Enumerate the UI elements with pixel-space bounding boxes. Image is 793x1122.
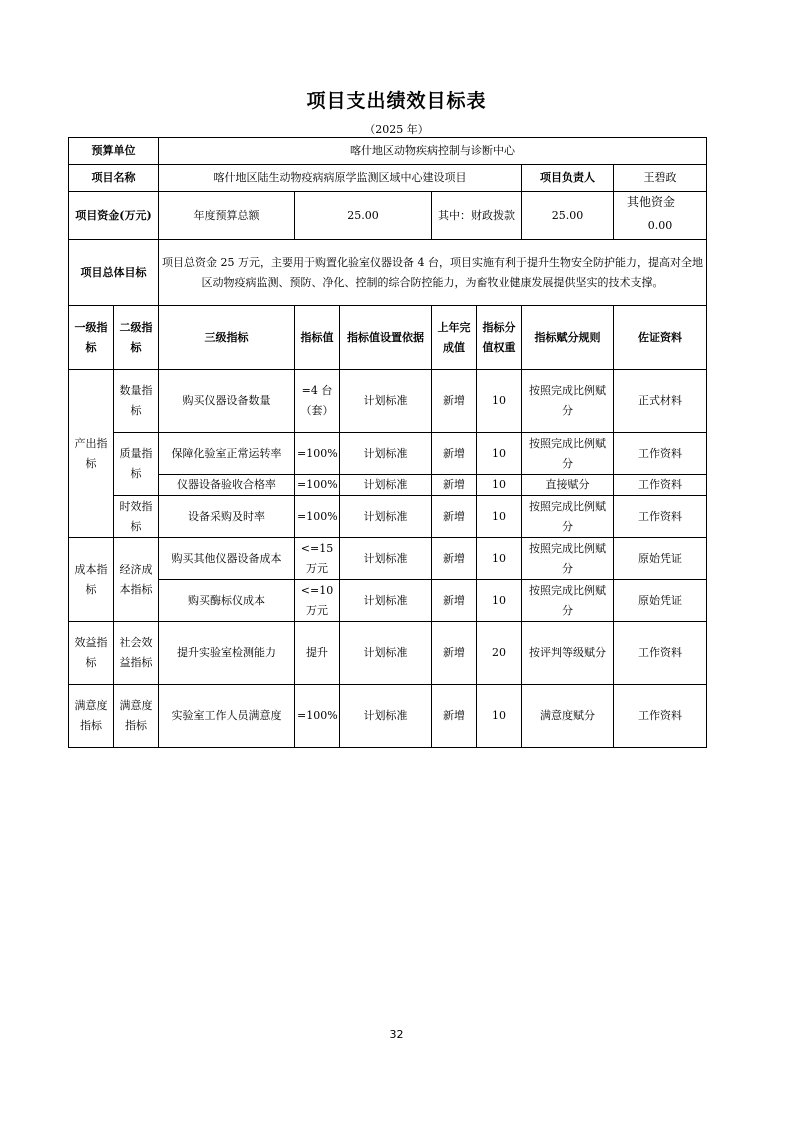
- row-rule: 按照完成比例赋分: [522, 496, 614, 538]
- row-value: =100%: [295, 496, 340, 538]
- row-weight: 10: [477, 370, 522, 433]
- row-weight: 10: [477, 475, 522, 496]
- row-evidence: 工作资料: [614, 475, 707, 496]
- project-funds-label: 项目资金(万元): [69, 192, 159, 240]
- table-row: [69, 685, 707, 748]
- project-name-row: [69, 165, 707, 192]
- row-basis: 计划标准: [340, 370, 432, 433]
- table-row: [69, 622, 707, 685]
- row-rule: 按照完成比例赋分: [522, 580, 614, 622]
- table-row: [69, 475, 707, 496]
- row-evidence: 正式材料: [614, 370, 707, 433]
- row-value: 提升: [295, 622, 340, 685]
- header-basis: 指标值设置依据: [340, 306, 432, 370]
- year-label: （2025 年）: [364, 123, 429, 136]
- row-prev: 新增: [432, 538, 477, 580]
- overall-goal-row: [69, 240, 707, 306]
- row-level3: 仪器设备验收合格率: [159, 475, 295, 496]
- level1-cost: 成本指标: [69, 538, 114, 622]
- row-evidence: 工作资料: [614, 496, 707, 538]
- annual-budget-total-value: 25.00: [295, 192, 432, 240]
- header-evidence: 佐证资料: [614, 306, 707, 370]
- performance-target-table: [68, 137, 707, 748]
- header-level2: 二级指标: [114, 306, 159, 370]
- row-value: =100%: [295, 685, 340, 748]
- header-level3: 三级指标: [159, 306, 295, 370]
- table-row: [69, 433, 707, 475]
- row-weight: 10: [477, 580, 522, 622]
- other-funds-label: 其他资金: [627, 195, 676, 209]
- row-basis: 计划标准: [340, 580, 432, 622]
- row-rule: 直接赋分: [522, 475, 614, 496]
- row-level3: 设备采购及时率: [159, 496, 295, 538]
- row-weight: 10: [477, 496, 522, 538]
- header-value: 指标值: [295, 306, 340, 370]
- row-level3: 实验室工作人员满意度: [159, 685, 295, 748]
- row-rule: 按评判等级赋分: [522, 622, 614, 685]
- level1-output: 产出指标: [69, 370, 114, 538]
- row-rule: 按照完成比例赋分: [522, 370, 614, 433]
- row-prev: 新增: [432, 475, 477, 496]
- row-level3: 保障化验室正常运转率: [159, 433, 295, 475]
- row-weight: 10: [477, 538, 522, 580]
- row-prev: 新增: [432, 370, 477, 433]
- row-value: <=15 万元: [295, 538, 340, 580]
- row-weight: 20: [477, 622, 522, 685]
- header-row: [69, 306, 707, 370]
- row-evidence: 工作资料: [614, 433, 707, 475]
- row-basis: 计划标准: [340, 475, 432, 496]
- row-prev: 新增: [432, 685, 477, 748]
- table-row: [69, 496, 707, 538]
- level2-timeliness: 时效指标: [114, 496, 159, 538]
- project-funds-row: [69, 192, 707, 240]
- level1-satisfaction: 满意度指标: [69, 685, 114, 748]
- row-basis: 计划标准: [340, 685, 432, 748]
- other-funds-value: 0.00: [647, 219, 673, 232]
- annual-budget-total-label: 年度预算总额: [159, 192, 295, 240]
- row-value: =100%: [295, 433, 340, 475]
- table-row: [69, 370, 707, 433]
- level2-social-benefit: 社会效益指标: [114, 622, 159, 685]
- project-leader-value: 王碧政: [614, 165, 707, 192]
- header-level1: 一级指标: [69, 306, 114, 370]
- project-name-label: 项目名称: [69, 165, 159, 192]
- project-name-value: 喀什地区陆生动物疫病病原学监测区域中心建设项目: [159, 165, 522, 192]
- fiscal-allocation-value: 25.00: [522, 192, 614, 240]
- row-prev: 新增: [432, 433, 477, 475]
- row-basis: 计划标准: [340, 622, 432, 685]
- row-level3: 提升实验室检测能力: [159, 622, 295, 685]
- level1-benefit: 效益指标: [69, 622, 114, 685]
- header-weight: 指标分值权重: [477, 306, 522, 370]
- row-evidence: 原始凭证: [614, 580, 707, 622]
- fiscal-allocation-label: 其中：财政拨款: [432, 192, 522, 240]
- row-weight: 10: [477, 433, 522, 475]
- row-prev: 新增: [432, 496, 477, 538]
- row-value: =100%: [295, 475, 340, 496]
- row-level3: 购买仪器设备数量: [159, 370, 295, 433]
- row-basis: 计划标准: [340, 496, 432, 538]
- row-basis: 计划标准: [340, 433, 432, 475]
- level2-quantity: 数量指标: [114, 370, 159, 433]
- overall-goal-value: 项目总资金 25 万元，主要用于购置化验室仪器设备 4 台，项目实施有利于提升生物安全防护能力，提高对全地区动物疫病监测、预防、净化、控制的综合防控能力，为畜牧业健康发展提供坚实的技术支撑。: [159, 240, 707, 306]
- row-rule: 满意度赋分: [522, 685, 614, 748]
- row-weight: 10: [477, 685, 522, 748]
- page-title: 项目支出绩效目标表: [306, 90, 487, 112]
- budget-unit-label: 预算单位: [69, 138, 159, 165]
- row-value: <=10 万元: [295, 580, 340, 622]
- other-funds-cell: [614, 192, 707, 240]
- budget-unit-value: 喀什地区动物疾病控制与诊断中心: [159, 138, 707, 165]
- page-number: 32: [389, 1028, 404, 1041]
- project-leader-label: 项目负责人: [522, 165, 614, 192]
- row-evidence: 工作资料: [614, 685, 707, 748]
- level2-economic-cost: 经济成本指标: [114, 538, 159, 622]
- level2-quality: 质量指标: [114, 433, 159, 496]
- row-prev: 新增: [432, 622, 477, 685]
- table-row: [69, 580, 707, 622]
- row-level3: 购买酶标仪成本: [159, 580, 295, 622]
- header-rule: 指标赋分规则: [522, 306, 614, 370]
- overall-goal-label: 项目总体目标: [69, 240, 159, 306]
- row-evidence: 工作资料: [614, 622, 707, 685]
- row-value: =4 台（套）: [295, 370, 340, 433]
- row-prev: 新增: [432, 580, 477, 622]
- table-row: [69, 538, 707, 580]
- row-level3: 购买其他仪器设备成本: [159, 538, 295, 580]
- row-rule: 按照完成比例赋分: [522, 433, 614, 475]
- budget-unit-row: [69, 138, 707, 165]
- level2-satisfaction: 满意度指标: [114, 685, 159, 748]
- row-evidence: 原始凭证: [614, 538, 707, 580]
- header-prev-value: 上年完成值: [432, 306, 477, 370]
- row-rule: 按照完成比例赋分: [522, 538, 614, 580]
- row-basis: 计划标准: [340, 538, 432, 580]
